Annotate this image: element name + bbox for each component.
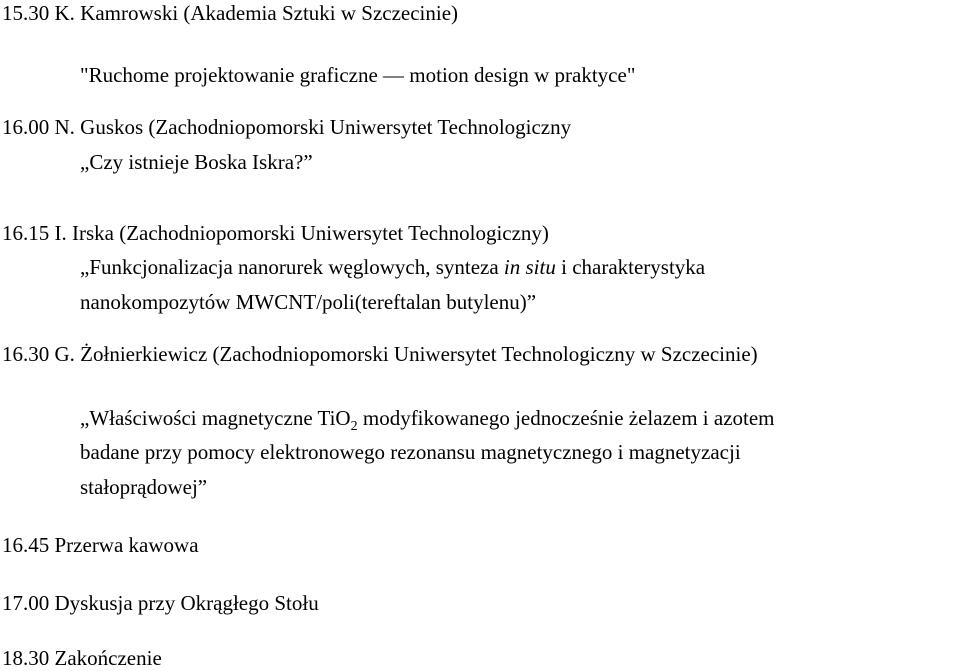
program-item-1600-speaker-line [2,114,571,140]
program-item-1615-speaker-line [2,220,549,246]
program-item-1630-title-line2 [80,439,741,465]
time-label: 18.30 [2,646,50,670]
talk-title: "Ruchome projektowanie graficzne — motion design w praktyce" [80,63,636,87]
talk-title-part: stałoprądowej” [80,475,208,499]
time-label: 15.30 [2,1,50,25]
time-label: 16.15 [2,221,50,245]
talk-title-part: modyfikowanego jednocześnie żelazem i azotem [357,406,775,430]
talk-title-part: nanokompozytów MWCNT/poli(tereftalan butylenu)” [80,290,537,314]
program-item-1700 [2,590,319,616]
talk-title-part: i charakterystyka [555,255,706,279]
talk-title-part: „Właściwości magnetyczne TiO [80,406,351,430]
speaker-name: K. Kamrowski (Akademia Sztuki w Szczecinie) [54,1,459,25]
event-label: Dyskusja przy Okrągłego Stołu [54,591,319,615]
program-item-1630-title-line3 [80,474,207,500]
talk-title-italic: in situ [503,255,556,279]
program-item-1600-title [80,149,313,175]
time-label: 17.00 [2,591,50,615]
talk-title-part: badane przy pomocy elektronowego rezonansu magnetycznego i magnetyzacji [80,440,741,464]
time-label: 16.00 [2,115,50,139]
program-item-1645 [2,532,199,558]
event-label: Przerwa kawowa [54,533,199,557]
speaker-name: N. Guskos (Zachodniopomorski Uniwersytet Technologiczny [54,115,572,139]
program-item-1530-speaker-line [2,0,458,26]
program-item-1830 [2,645,162,671]
program-item-1615-title-line2 [80,289,536,315]
subscript: 2 [350,419,358,434]
event-label: Zakończenie [54,646,162,670]
talk-title: „Czy istnieje Boska Iskra?” [80,150,313,174]
program-item-1630-speaker-line [2,341,758,367]
time-label: 16.45 [2,533,50,557]
program-item-1615-title-line1 [80,254,705,280]
time-label: 16.30 [2,342,50,366]
talk-title-part: „Funkcjonalizacja nanorurek węglowych, synteza [80,255,504,279]
speaker-name: G. Żołnierkiewicz (Zachodniopomorski Uniwersytet Technologiczny w Szczecinie) [54,342,758,366]
program-item-1630-title-line1 [80,405,775,434]
speaker-name: I. Irska (Zachodniopomorski Uniwersytet Technologiczny) [54,221,549,245]
program-item-1530-title [80,62,635,88]
